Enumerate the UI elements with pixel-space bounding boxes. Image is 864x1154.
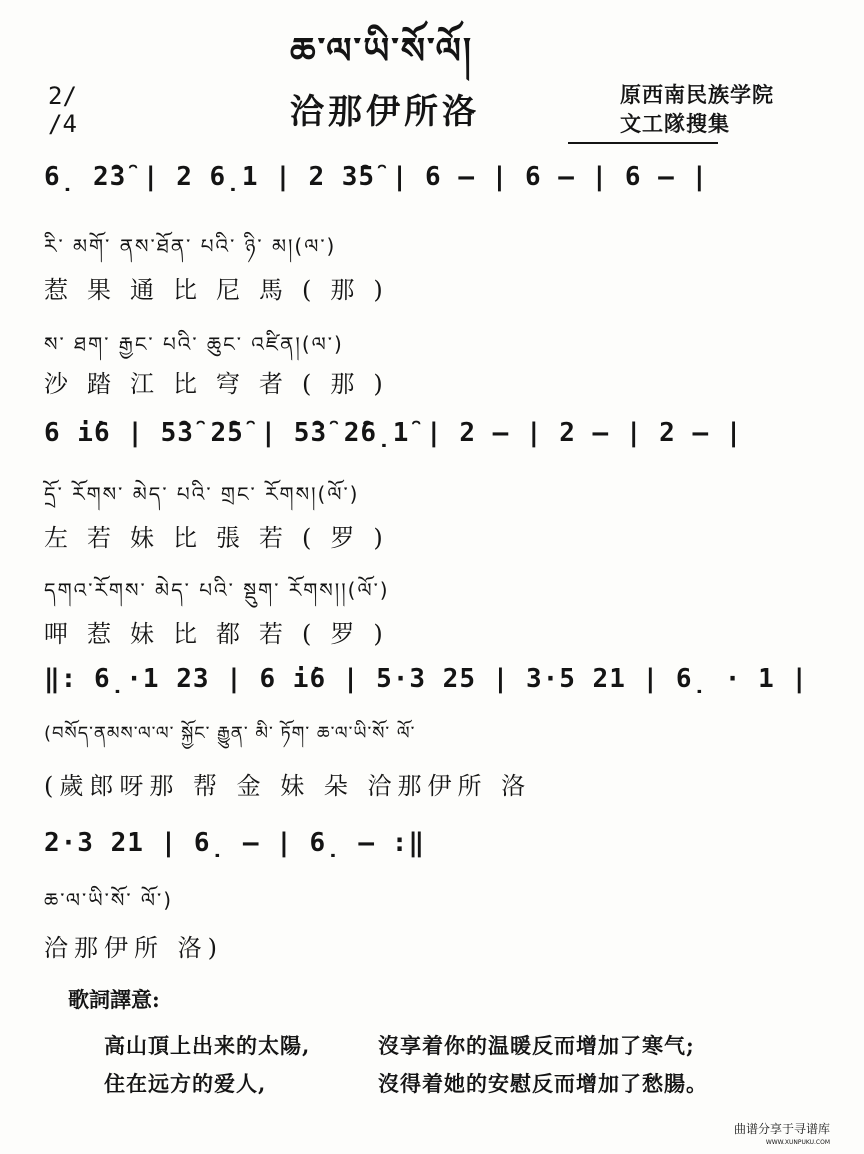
tibetan-lyric-1a: རི་ མགོ་ ནས་ཐོན་ པའི་ ཉི་ མ།(ལ་) bbox=[44, 234, 337, 258]
translation-line-1a: 高山頂上出来的太陽, bbox=[104, 1033, 311, 1058]
translation-heading: 歌詞譯意: bbox=[68, 987, 160, 1012]
tibetan-lyric-2b: དགའ་རོགས་ མེད་ པའི་ སྡུག་ རོགས།།(ལོ་) bbox=[44, 578, 390, 602]
translation-line-2b: 沒得着她的安慰反而增加了愁腸。 bbox=[378, 1071, 708, 1096]
meter-top: 2/ bbox=[48, 82, 77, 110]
chinese-lyric-3: (歲郎呀那 帮 金 妹 朵 洽那伊所 洛 bbox=[44, 772, 532, 800]
notation-line-1: 6̣ 2̑3̑ | 2 6̣1 | 2 3̑5̑ | 6 — | 6 — | 6 — | bbox=[44, 162, 709, 192]
credit bbox=[620, 80, 774, 138]
credit-line-2: 文工隊搜集 bbox=[620, 111, 730, 136]
notation-line-3: ‖: 6̣·1 23 | 6 i̇6 | 5·3 25 | 3·5 21 | 6̣ · 1 | bbox=[44, 664, 809, 694]
credit-underline bbox=[568, 142, 718, 144]
translation-line-1b: 沒享着你的温暖反而增加了寒气; bbox=[378, 1033, 695, 1058]
watermark-text: 曲谱分享于寻谱库 bbox=[733, 1122, 830, 1136]
chinese-lyric-2b: 呷惹妹比都若(罗) bbox=[44, 620, 402, 648]
notation-line-4: 2·3 21 | 6̣ — | 6̣ — :‖ bbox=[44, 828, 426, 858]
tibetan-title: ཆ་ལ་ཡི་སོ་ལོ། bbox=[290, 30, 473, 72]
tibetan-lyric-2a: དྲོ་ རོགས་ མེད་ པའི་ གྲང་ རོགས།(ལོ་) bbox=[44, 482, 360, 506]
translation-line-2a: 住在远方的爱人, bbox=[104, 1071, 267, 1096]
tibetan-lyric-4: ཆ་ལ་ཡི་སོ་ ལོ་) bbox=[44, 888, 174, 912]
song-title: 洽那伊所洛 bbox=[290, 92, 480, 132]
credit-line-1: 原西南民族学院 bbox=[620, 82, 774, 107]
chinese-lyric-1b: 沙踏江比穹者(那) bbox=[44, 370, 402, 398]
tibetan-lyric-1b: ས་ ཐག་ རྒྱང་ པའི་ ཆུང་ འཛིན།(ལ་) bbox=[44, 332, 344, 356]
time-signature bbox=[48, 82, 77, 138]
watermark bbox=[734, 1122, 830, 1150]
chinese-lyric-1a: 惹果通比尼馬(那) bbox=[44, 276, 402, 304]
chinese-lyric-4: 洽那伊所 洛) bbox=[44, 934, 223, 962]
notation-line-2: 6 i̇6 | 5̑3̑ 2̑5̑ | 5̑3̑ 2̑6̣1̑ | 2 — | 2 — | 2 — | bbox=[44, 418, 743, 448]
meter-bottom: /4 bbox=[48, 110, 77, 138]
chinese-lyric-2a: 左若妹比張若(罗) bbox=[44, 524, 402, 552]
watermark-url: WWW.XUNPUKU.COM bbox=[765, 1139, 830, 1146]
tibetan-lyric-3: (བསོད་ནམས་ལ་ལ་ སྐྱོང་ རྒྱུན་ མི་ ཏོག་ ཆ་ལ་ཡི་སོ་ ལོ་ bbox=[44, 723, 416, 744]
